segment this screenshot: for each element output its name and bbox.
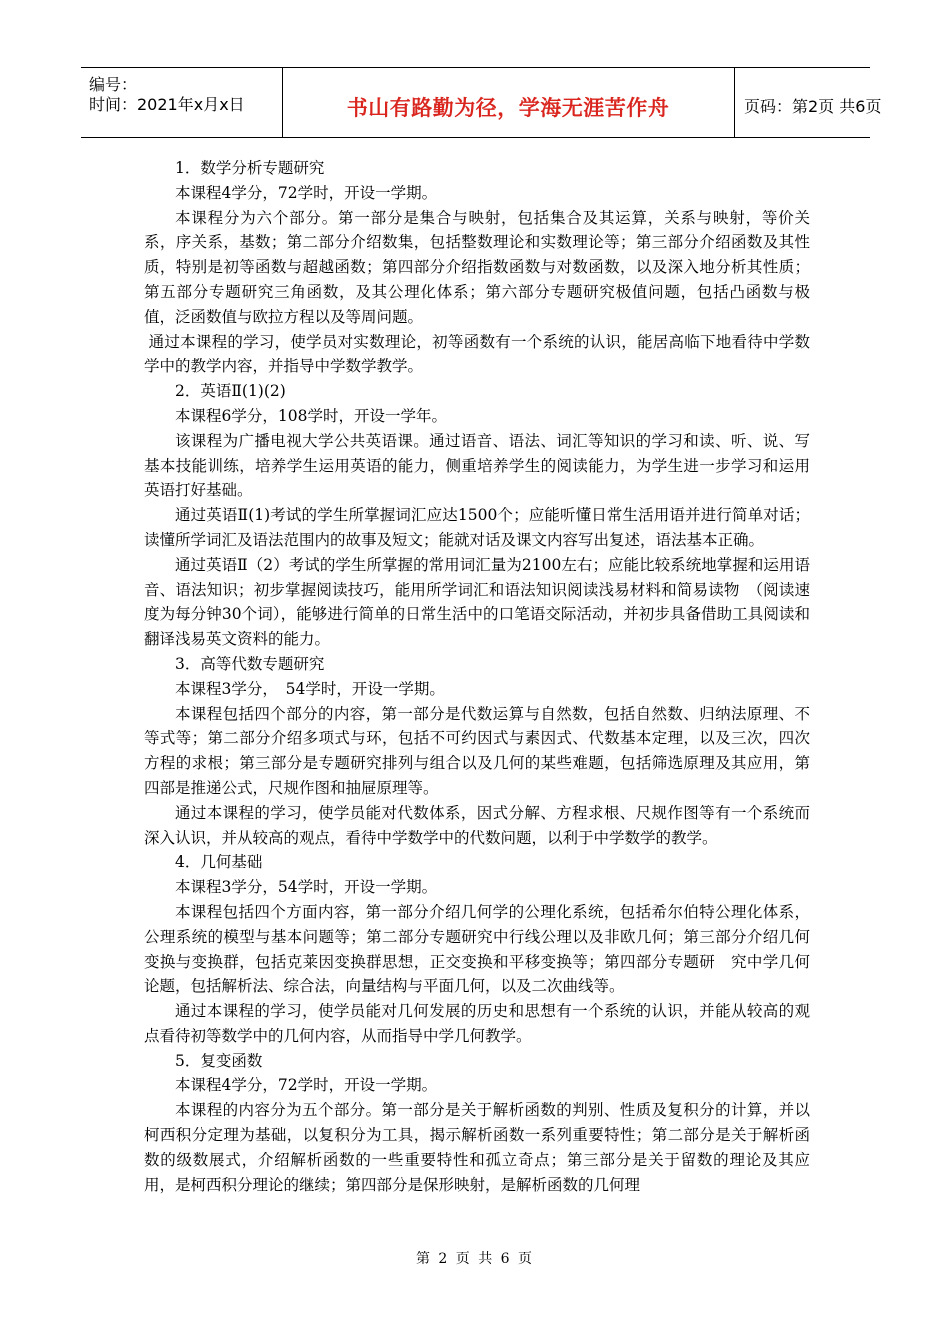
body-paragraph: 本课程6学分，108学时，开设一学年。 — [175, 406, 447, 425]
section-heading: 4．几何基础 — [175, 853, 263, 872]
document-number-label: 编号： — [89, 75, 138, 94]
header-meta-cell — [81, 68, 283, 137]
body-paragraph: 通过本课程的学习，使学员对实数理论，初等函数有一个系统的认识，能居高临下地看待中学数学中的教学内容，并指导中学数学教学。 — [144, 332, 810, 376]
body-paragraph: 本课程4学分，72学时，开设一学期。 — [175, 183, 438, 202]
body-paragraph: 本课程的内容分为五个部分。第一部分是关于解析函数的判别、性质及复积分的计算，并以柯西积分定理为基础，以复积分为工具，揭示解析函数一系列重要特性；第二部分是关于解析函数的级数展式，介绍解析函数的一些重要特性和孤立奇点；第三部分是关于留数的理论及其应用，是柯西积分理论的继续；第四部分是保形映射，是解析函数的几何理 — [144, 1101, 810, 1194]
section-heading: 3．高等代数专题研究 — [175, 654, 325, 673]
body-paragraph: 本课程3学分，54学时，开设一学期。 — [175, 878, 438, 897]
header-page-label: 页码：第2页 共6页 — [744, 97, 882, 116]
section-heading: 5．复变函数 — [175, 1051, 263, 1070]
page-footer: 第 2 页 共 6 页 — [415, 1251, 535, 1267]
body-paragraph: 通过本课程的学习，使学员能对代数体系，因式分解、方程求根、尺规作图等有一个系统而深入认识，并从较高的观点，看待中学数学中的代数问题，以利于中学数学的教学。 — [144, 803, 810, 847]
body-paragraph: 通过英语Ⅱ(1)考试的学生所掌握词汇应达1500个；应能听懂日常生活用语并进行简单对话；读懂所学词汇及语法范围内的故事及短文；能就对话及课文内容写出复述，语法基本正确。 — [144, 506, 810, 549]
body-paragraph: 本课程3学分， 54学时，开设一学期。 — [175, 679, 445, 698]
header-page-cell — [734, 68, 882, 137]
section-heading: 2．英语Ⅱ(1)(2) — [175, 382, 286, 401]
body-paragraph: 本课程包括四个方面内容，第一部分介绍几何学的公理化系统，包括希尔伯特公理化体系，公理系统的模型与基本问题等；第二部分专题研究中行线公理以及非欧几何；第三部分介绍几何变换与变换群，包括克莱因变换群思想，正交变换和平移变换等；第四部分专题研 究中学几何论题，包括解析法、综合法，向量结构与平面几何，以及二次曲线等。 — [144, 902, 810, 996]
document-body — [144, 156, 810, 1197]
header-motto: 书山有路勤为径，学海无涯苦作舟 — [346, 96, 670, 120]
document-date-label: 时间：2021年x月x日 — [89, 95, 245, 114]
body-paragraph: 本课程分为六个部分。第一部分是集合与映射，包括集合及其运算，关系与映射，等价关系，序关系，基数；第二部分介绍数集，包括整数理论和实数理论等；第三部分介绍函数及其性质，特别是初等函数与超越函数；第四部分介绍指数函数与对数函数，以及深入地分析其性质；第五部分专题研究三角函数，及其公理化体系；第六部分专题研究极值问题，包括凸函数与极值，泛函数值与欧拉方程以及等周问题。 — [144, 208, 810, 326]
body-paragraph: 本课程4学分，72学时，开设一学期。 — [175, 1076, 438, 1095]
body-paragraph: 通过本课程的学习，使学员能对几何发展的历史和思想有一个系统的认识，并能从较高的观点看待初等数学中的几何内容，从而指导中学几何教学。 — [144, 1002, 810, 1045]
body-paragraph: 通过英语Ⅱ（2）考试的学生所掌握的常用词汇量为2100左右；应能比较系统地掌握和运用语音、语法知识；初步掌握阅读技巧，能用所学词汇和语法知识阅读浅易材料和简易读物 （阅读速度为每分钟30个词），能够进行简单的日常生活中的口笔语交际活动，并初步具备借助工具阅读和翻译浅易英文资料的能力。 — [144, 555, 810, 649]
section-heading: 1．数学分析专题研究 — [175, 159, 325, 177]
body-paragraph: 该课程为广播电视大学公共英语课。通过语音、语法、词汇等知识的学习和读、听、说、写基本技能训练，培养学生运用英语的能力，侧重培养学生的阅读能力，为学生进一步学习和运用英语打好基础。 — [144, 431, 810, 500]
header-motto-cell — [282, 68, 735, 137]
body-paragraph: 本课程包括四个部分的内容，第一部分是代数运算与自然数，包括自然数、归纳法原理、不等式等；第二部分介绍多项式与环，包括不可约因式与素因式、代数基本定理，以及三次，四次方程的求根；第三部分是专题研究排列与组合以及几何的某些难题，包括筛选原理及其应用，第四部是推递公式，尺规作图和抽屉原理等。 — [144, 704, 810, 797]
header-table — [81, 67, 882, 138]
